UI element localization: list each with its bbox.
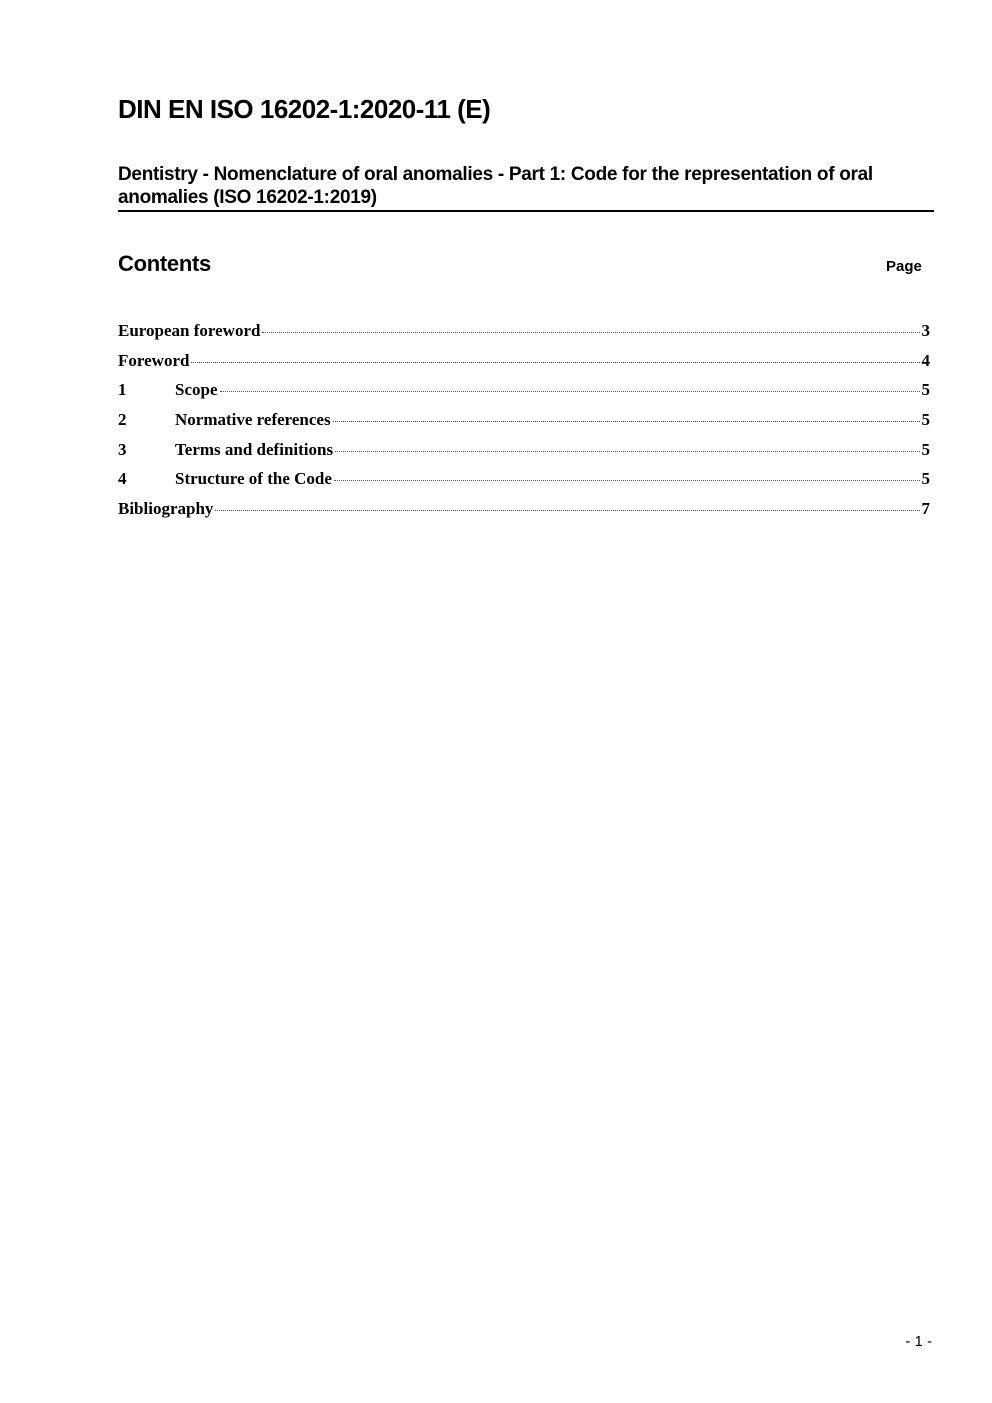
- contents-heading: Contents: [118, 251, 211, 276]
- table-of-contents: [118, 321, 930, 529]
- toc-dot-leader: [334, 480, 920, 481]
- toc-entry-title[interactable]: Terms and definitions: [175, 439, 334, 459]
- toc-entry[interactable]: [118, 410, 930, 440]
- toc-entry-page[interactable]: 5: [921, 380, 930, 400]
- toc-entry[interactable]: [118, 469, 930, 499]
- toc-entry[interactable]: [118, 380, 930, 410]
- toc-entry-title[interactable]: Bibliography: [118, 499, 214, 519]
- page-number: - 1 -: [905, 1333, 932, 1350]
- toc-entry-page[interactable]: 5: [921, 410, 930, 430]
- toc-entry-number: 4: [118, 469, 127, 489]
- toc-dot-leader: [333, 421, 920, 422]
- toc-entry-title[interactable]: European foreword: [118, 321, 261, 340]
- toc-dot-leader: [220, 391, 920, 392]
- page-column-label: Page: [886, 258, 922, 275]
- toc-entry-number: 3: [118, 439, 127, 459]
- document-title: DIN EN ISO 16202-1:2020-11 (E): [118, 94, 491, 124]
- toc-dot-leader: [215, 510, 919, 511]
- document-subtitle: Dentistry - Nomenclature of oral anomalies - Part 1: Code for the representation of oral anomalies (ISO 16202-1:2019): [118, 164, 873, 208]
- toc-entry-title[interactable]: Scope: [175, 380, 218, 400]
- toc-entry-number: 1: [118, 380, 127, 400]
- toc-dot-leader: [191, 362, 919, 363]
- toc-entry[interactable]: [118, 351, 930, 381]
- toc-dot-leader: [335, 451, 919, 452]
- toc-entry-page[interactable]: 4: [921, 350, 930, 370]
- title-divider: [118, 210, 934, 212]
- toc-entry-page[interactable]: 7: [921, 499, 930, 519]
- toc-entry-page[interactable]: 5: [921, 439, 930, 459]
- toc-entry-title[interactable]: Foreword: [118, 350, 190, 370]
- toc-entry-page[interactable]: 5: [921, 469, 930, 489]
- toc-entry-page[interactable]: 3: [921, 321, 930, 340]
- toc-entry[interactable]: [118, 321, 930, 351]
- toc-entry[interactable]: [118, 440, 930, 470]
- toc-entry-number: 2: [118, 410, 127, 430]
- toc-dot-leader: [262, 332, 919, 333]
- toc-entry[interactable]: [118, 499, 930, 529]
- toc-entry-title[interactable]: Structure of the Code: [175, 469, 332, 489]
- toc-entry-title[interactable]: Normative references: [175, 410, 331, 430]
